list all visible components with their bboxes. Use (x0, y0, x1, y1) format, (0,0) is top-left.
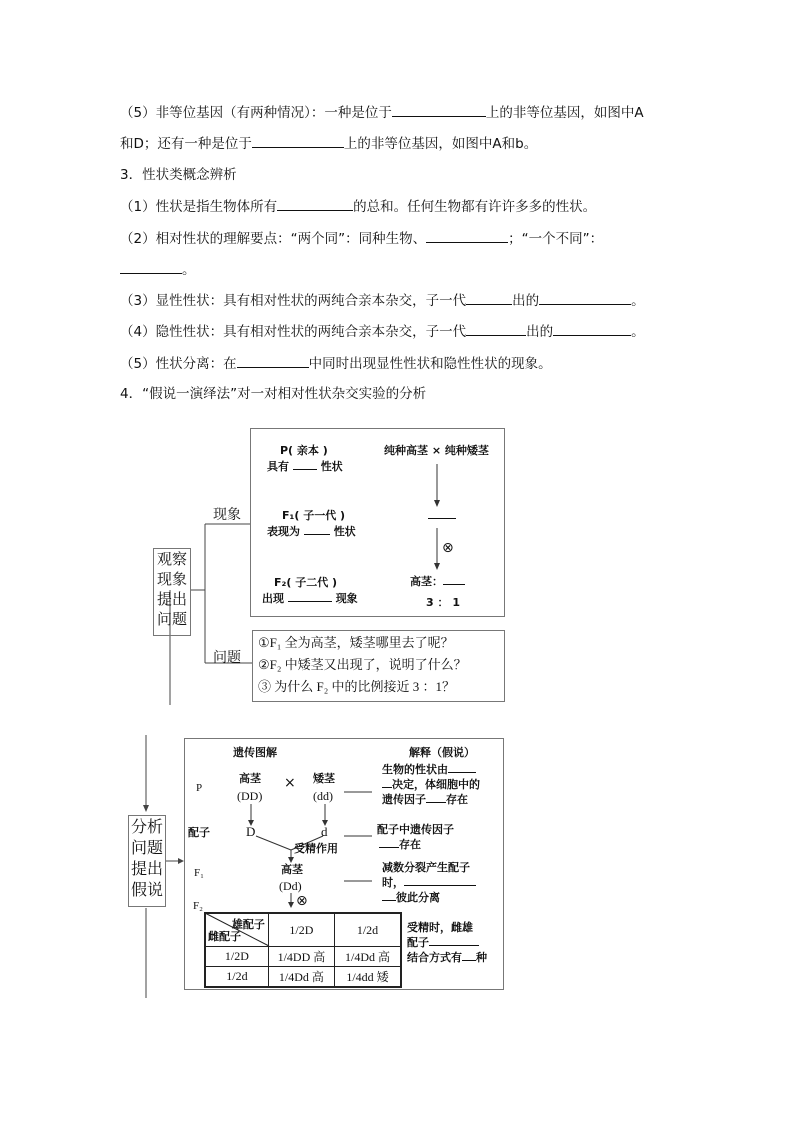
gamete-row-label: 配子 (188, 826, 210, 839)
line-nonallelic-genes-2: 和D；还有一种是位于 上的非等位基因，如图中A和b。 (120, 133, 537, 154)
branch-question: 问题 (213, 650, 241, 666)
table-cell: 1/4Dd 高 (334, 947, 401, 967)
table-row (205, 947, 401, 967)
fertilization-label: 受精作用 (294, 842, 338, 855)
blank-exp1-state[interactable] (426, 792, 446, 803)
blank-exp2-state[interactable] (379, 837, 399, 848)
f2-row-label: F₂ (193, 900, 203, 912)
selfing-icon-2: ⊗ (296, 893, 308, 909)
table-cell: 1/4dd 矮 (334, 967, 401, 988)
table-row-head: 1/2D (205, 947, 268, 967)
section-4-heading: 4．“假说一演绎法”对一对相对性状杂交实验的分析 (120, 386, 427, 402)
f1-row-label: F₁ (194, 867, 204, 879)
analyze-label-box: 分析 问题 提出 假说 (128, 815, 166, 907)
f1-text: 表现为 性状 (267, 525, 356, 538)
line-nonallelic-genes: （5）非等位基因（有两种情况）：一种是位于 上的非等位基因，如图中A (120, 102, 644, 123)
explanation-1: 生物的性状由 决定，体细胞中的 遗传因子 存在 (382, 763, 480, 806)
observe-label-box: 观察 现象 提出 问题 (153, 548, 191, 636)
question-1: ①F₁ 全为高茎，矮茎哪里去了呢？ (258, 635, 454, 650)
f1-tall: 高茎 (281, 863, 303, 876)
table-row-head: 1/2d (205, 967, 268, 988)
p-tall-genotype: (DD) (237, 789, 263, 803)
line-trait-segregation: （5）性状分离：在 中同时出现显性性状和隐性性状的现象。 (120, 353, 552, 374)
p-label: P( 亲本 ) (280, 444, 328, 457)
table-cell: 1/4Dd 高 (268, 967, 334, 988)
explanation-title: 解释（假说） (409, 746, 475, 759)
table-col-head-2: 1/2d (334, 913, 401, 947)
blank-exp1-lead[interactable] (382, 777, 392, 788)
explanation-4: 受精时，雌雄 配子 结合方式有 种 (407, 921, 487, 964)
f2-ratio: 3 ： 1 (426, 596, 460, 609)
blank-exp3-lead[interactable] (382, 890, 396, 901)
blank-exp3-what[interactable] (404, 875, 476, 886)
branch-phenomenon: 现象 (213, 507, 241, 523)
table-row (205, 913, 401, 947)
blank-exp4-count[interactable] (462, 950, 476, 961)
p-short: 矮茎 (313, 772, 335, 785)
question-3: ③ 为什么 F₂ 中的比例接近 3 ：1？ (258, 679, 456, 694)
f1-label: F₁( 子一代 ) (282, 509, 346, 522)
line-relative-traits-2: 。 (120, 259, 196, 280)
gamete-D: D (246, 824, 256, 839)
gamete-d: d (321, 824, 328, 839)
f2-tall: 高茎： (410, 574, 465, 589)
line-recessive-trait: （4）隐性性状：具有相对性状的两纯合亲本杂交，子一代 出的 。 (120, 321, 645, 342)
table-cell: 1/4DD 高 (268, 947, 334, 967)
section-3-heading: 3．性状类概念辨析 (120, 167, 237, 183)
blank-exp1-factor[interactable] (448, 762, 476, 773)
table-col-head-1: 1/2D (268, 913, 334, 947)
selfing-icon: ⊗ (442, 540, 454, 556)
explanation-2: 配子中遗传因子 存在 (377, 823, 454, 851)
question-2: ②F₂ 中矮茎又出现了，说明了什么？ (258, 657, 467, 672)
times-icon: × (284, 775, 296, 791)
explanation-3: 减数分裂产生配子 时， 彼此分离 (382, 860, 476, 905)
table-corner: 雄配子 雌配子 (205, 913, 268, 947)
p-tall: 高茎 (239, 772, 261, 785)
punnett-table (204, 912, 402, 988)
p-row-label: P (196, 782, 203, 794)
f2-text: 出现 现象 (262, 592, 358, 605)
table-row (205, 967, 401, 988)
genetic-diagram-title: 遗传图解 (233, 746, 277, 759)
blank-exp4-way[interactable] (429, 935, 479, 946)
line-trait-definition: （1）性状是指生物体所有 的总和。任何生物都有许许多多的性状。 (120, 196, 596, 217)
p-text: 具有 性状 (267, 460, 343, 473)
f1-genotype: (Dd) (279, 879, 302, 893)
f2-label: F₂( 子二代 ) (274, 576, 338, 589)
p-short-genotype: (dd) (313, 789, 333, 803)
line-relative-traits: （2）相对性状的理解要点：“两个同”：同种生物、 ；“一个不同”： (120, 228, 603, 249)
cross-text: 纯种高茎 × 纯种矮茎 (384, 444, 489, 457)
line-dominant-trait: （3）显性性状：具有相对性状的两纯合亲本杂交，子一代 出的 。 (120, 290, 645, 311)
